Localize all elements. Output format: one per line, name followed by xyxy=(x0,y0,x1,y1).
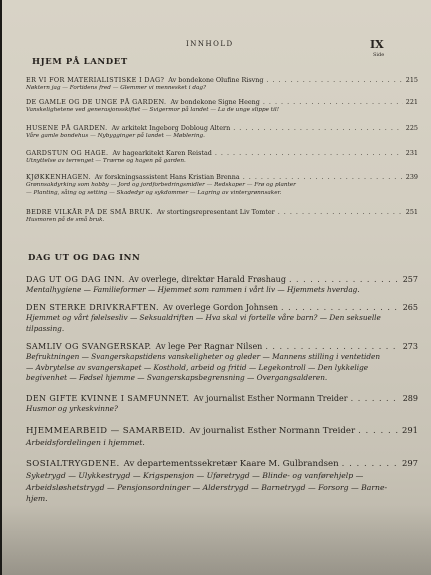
entry-author: Av hagearkitekt Karen Reistad xyxy=(112,149,212,157)
entry-title: SAMLIV OG SVANGERSKAP. xyxy=(26,342,152,351)
entry-subtopics: begivenhet — Fødsel hjemme — Svangerskapsbegrensning — Overgangsalderen. xyxy=(26,373,328,382)
leader-dots xyxy=(342,459,399,470)
leader-dots xyxy=(243,173,403,181)
leader-dots xyxy=(263,98,403,106)
entry-subtopics: Mentalhygiene — Familieformer — Hjemmet som rammen i vårt liv — Hjemmets hverdag. xyxy=(26,285,360,294)
entry-page: 257 xyxy=(402,275,418,284)
toc-entry xyxy=(26,394,418,415)
entry-title: KJØKKENHAGEN. xyxy=(26,173,91,181)
toc-entry xyxy=(26,124,418,140)
entry-page: 273 xyxy=(402,342,418,351)
toc-entry xyxy=(26,458,418,505)
entry-subtopics: Syketrygd — Ulykkestrygd — Krigspensjon — Uføretrygd — Blinde- og vanførehjelp — xyxy=(26,471,364,480)
entry-title: HUSENE PÅ GARDEN. xyxy=(26,124,108,132)
entry-page: 265 xyxy=(402,303,418,312)
toc-entry xyxy=(26,149,418,165)
entry-author: Av stortingsrepresentant Liv Tomter xyxy=(156,208,275,216)
entry-title: BEDRE VILKÅR PÅ DE SMÅ BRUK. xyxy=(26,208,153,216)
toc-entry xyxy=(26,76,418,92)
entry-author: Av bondekone Signe Heeng xyxy=(170,98,260,106)
entry-title: DEN STERKE DRIVKRAFTEN. xyxy=(26,303,159,312)
entry-subtopics: Husmoren på de små bruk. xyxy=(26,217,105,223)
toc-entry xyxy=(26,275,418,296)
entry-author: Av journalist Esther Normann Treider xyxy=(193,394,348,403)
toc-entry xyxy=(26,303,418,334)
entry-subtopics: Husmor og yrkeskvinne? xyxy=(26,404,118,413)
leader-dots xyxy=(351,394,400,404)
entry-author: Av arkitekt Ingeborg Dobloug Altern xyxy=(111,124,231,132)
entry-title: DAG UT OG DAG INN. xyxy=(26,275,125,284)
entry-subtopics: — Planting, såing og setting — Skadedyr og sykdommer — Lagring av vintergrønnsaker. xyxy=(26,190,282,196)
entry-subtopics: Nøktern jag — Fortidens fred — Glemmer vi mennesket i dag? xyxy=(26,85,207,91)
section-title: DAG UT OG DAG INN xyxy=(28,253,141,263)
entry-title: HJEMMEARBEID — SAMARBEID. xyxy=(26,426,186,436)
entry-subtopics: Grønnsakdyrking som hobby — Jord og jordforbedringsmidler — Redskaper — Frø og planter xyxy=(26,182,296,188)
page-number: IX xyxy=(370,38,384,51)
entry-page: 289 xyxy=(402,394,418,403)
entry-page: 221 xyxy=(405,98,418,106)
entry-title: ER VI FOR MATERIALISTISKE I DAG? xyxy=(26,76,165,84)
entry-page: 297 xyxy=(402,458,418,468)
entry-author: Av overlege Gordon Johnsen xyxy=(162,303,279,312)
toc-entry xyxy=(26,173,418,197)
entry-page: 215 xyxy=(405,76,418,84)
entry-subtopics: Befruktningen — Svangerskapstidens vanskeligheter og gleder — Mannens stilling i ventetiden xyxy=(26,352,381,361)
toc-entry xyxy=(26,98,418,114)
entry-page: 225 xyxy=(405,124,418,132)
toc-entry xyxy=(26,342,418,384)
entry-author: Av forskningsassistent Hans Kristian Brenna xyxy=(94,173,240,181)
leader-dots xyxy=(265,342,399,352)
toc-entry xyxy=(26,208,418,224)
entry-subtopics: Hjemmet og vårt følelsesliv — Seksualdriften — Hva skal vi fortelle våre barn? — Den seksuelle xyxy=(26,313,381,322)
entry-subtopics: Arbeidsløshetstrygd — Pensjonsordninger — Alderstrygd — Barnetrygd — Forsorg — Barne- xyxy=(26,482,388,492)
entry-subtopics: Vanskelighetene ved generasjonsskiftet — Svigermor på landet — La de unge slippe til! xyxy=(26,107,280,113)
side-column-label: Side xyxy=(373,52,385,58)
leader-dots xyxy=(358,426,399,437)
entry-subtopics: hjem. xyxy=(26,494,48,503)
entry-author: Av overlege, direktør Harald Frøshaug xyxy=(128,275,286,284)
entry-subtopics: Arbeidsfordelingen i hjemmet. xyxy=(26,438,145,447)
entry-title: SOSIALTRYGDENE. xyxy=(26,459,120,469)
entry-subtopics: Våre gamle bondehus — Nybygginger på landet — Møblering. xyxy=(26,133,205,139)
toc-entry xyxy=(26,425,418,449)
entry-subtopics: tilpassing. xyxy=(26,323,65,333)
entry-author: Av journalist Esther Normann Treider xyxy=(189,426,356,436)
leader-dots xyxy=(233,124,403,132)
leader-dots xyxy=(281,303,400,313)
entry-subtopics: — Avbrytelse av svangerskapet — Kosthold, arbeid og fritid — Legekontroll — Den lykkelige xyxy=(26,362,369,372)
leader-dots xyxy=(215,149,403,157)
leader-dots xyxy=(278,208,403,216)
entry-title: DE GAMLE OG DE UNGE PÅ GARDEN. xyxy=(26,98,167,106)
running-header: INNHOLD xyxy=(186,40,234,48)
entry-subtopics: Utnyttelse av terrenget — Trærne og hagen på garden. xyxy=(26,158,186,164)
entry-author: Av departementssekretær Kaare M. Gulbrandsen xyxy=(123,459,339,469)
entry-page: 239 xyxy=(405,173,418,181)
entry-page: 291 xyxy=(402,425,418,435)
book-page xyxy=(2,0,431,575)
entry-page: 231 xyxy=(405,149,418,157)
leader-dots xyxy=(289,275,400,285)
entry-title: DEN GIFTE KVINNE I SAMFUNNET. xyxy=(26,394,190,403)
entry-title: GARDSTUN OG HAGE. xyxy=(26,149,109,157)
leader-dots xyxy=(266,76,402,84)
entry-author: Av bondekone Olufine Risvng xyxy=(168,76,264,84)
entry-page: 251 xyxy=(405,208,418,216)
entry-author: Av lege Per Ragnar Nilsen xyxy=(155,342,263,351)
section-title: HJEM PÅ LANDET xyxy=(32,57,128,67)
